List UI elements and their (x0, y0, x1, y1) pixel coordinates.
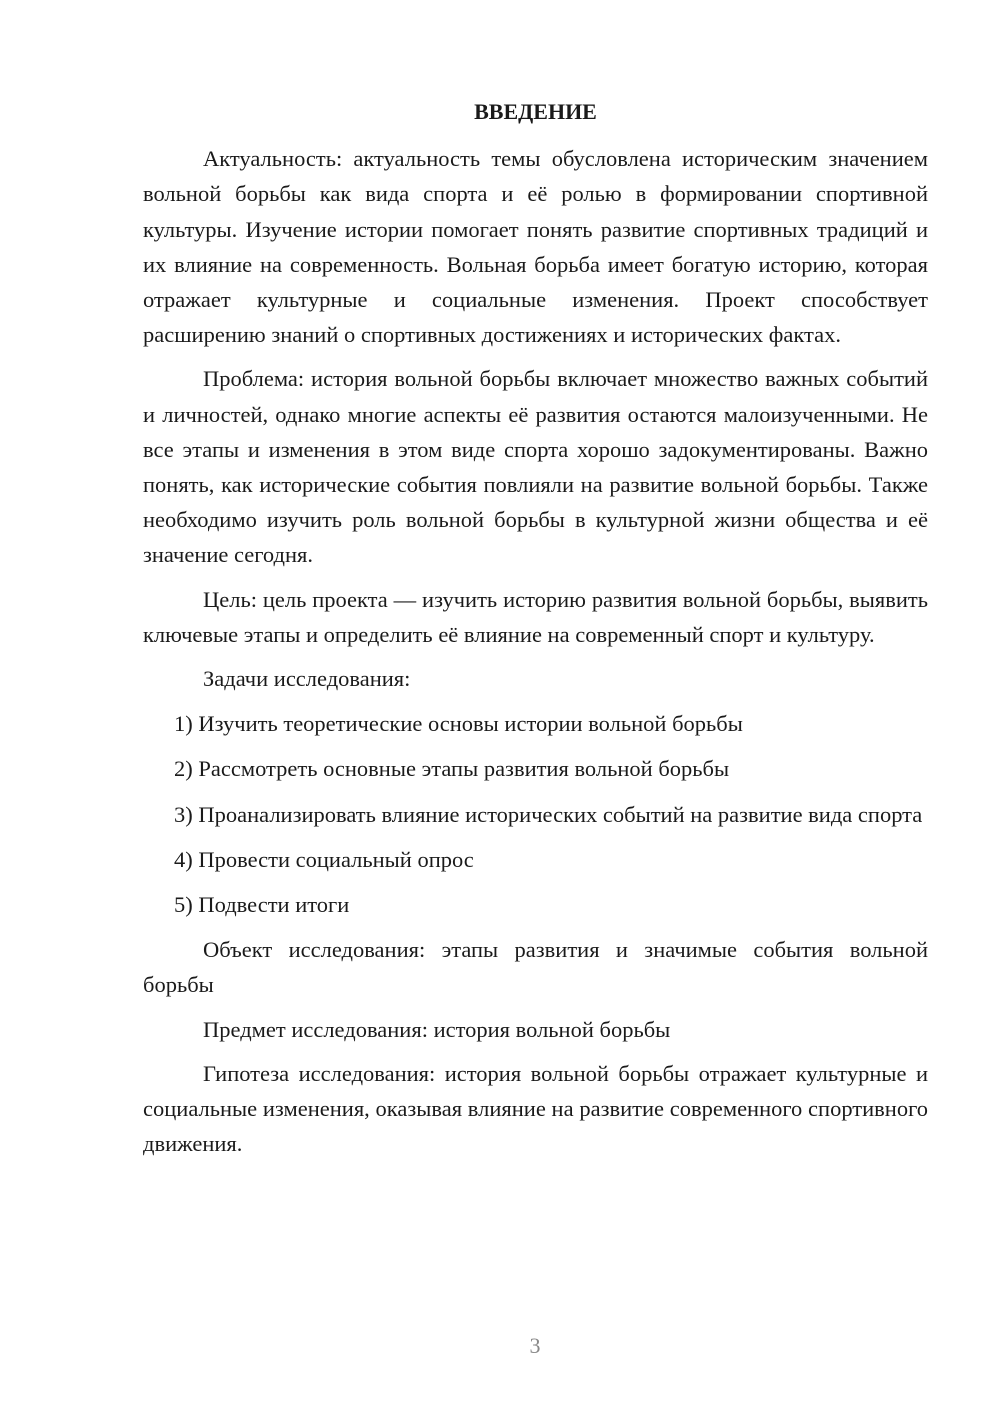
relevance-paragraph: Актуальность: актуальность темы обусловлена историческим значением вольной борьбы как вида спорта и её ролью в формировании спортивной культуры. Изучение истории помогает понять развитие спортивных традиций и их влияние на современность. Вольная борьба имеет богатую историю, которая отражает культурные и социальные изменения. Проект способствует расширению знаний о спортивных достижениях и исторических фактах. (143, 146, 928, 348)
tasks-heading: Задачи исследования: (203, 666, 411, 692)
subject-paragraph: Предмет исследования: история вольной борьбы (203, 1016, 671, 1042)
goal-paragraph: Цель: цель проекта — изучить историю развития вольной борьбы, выявить ключевые этапы и определить её влияние на современный спорт и культуру. (143, 586, 928, 647)
page-number: 3 (529, 1333, 541, 1358)
problem-paragraph: Проблема: история вольной борьбы включает множество важных событий и личностей, однако многие аспекты её развития остаются малоизученными. Не все этапы и изменения в этом виде спорта хорошо задокументированы. Важно понять, как исторические события повлияли на развитие вольной борьбы. Также необходимо изучить роль вольной борьбы в культурной жизни общества и её значение сегодня. (143, 366, 928, 568)
document-body (143, 94, 928, 1170)
task-item-3: 3) Проанализировать влияние исторических событий на развитие вида спорта (174, 801, 923, 827)
task-item-2: 2) Рассмотреть основные этапы развития вольной борьбы (174, 756, 730, 782)
task-item-1: 1) Изучить теоретические основы истории вольной борьбы (174, 711, 743, 737)
task-item-4: 4) Провести социальный опрос (174, 846, 474, 872)
task-item-5: 5) Подвести итоги (174, 892, 350, 918)
hypothesis-paragraph: Гипотеза исследования: история вольной борьбы отражает культурные и социальные изменения, оказывая влияние на развитие современного спортивного движения. (143, 1060, 928, 1157)
object-paragraph: Объект исследования: этапы развития и значимые события вольной борьбы (143, 937, 928, 998)
section-title: ВВЕДЕНИЕ (474, 99, 597, 124)
